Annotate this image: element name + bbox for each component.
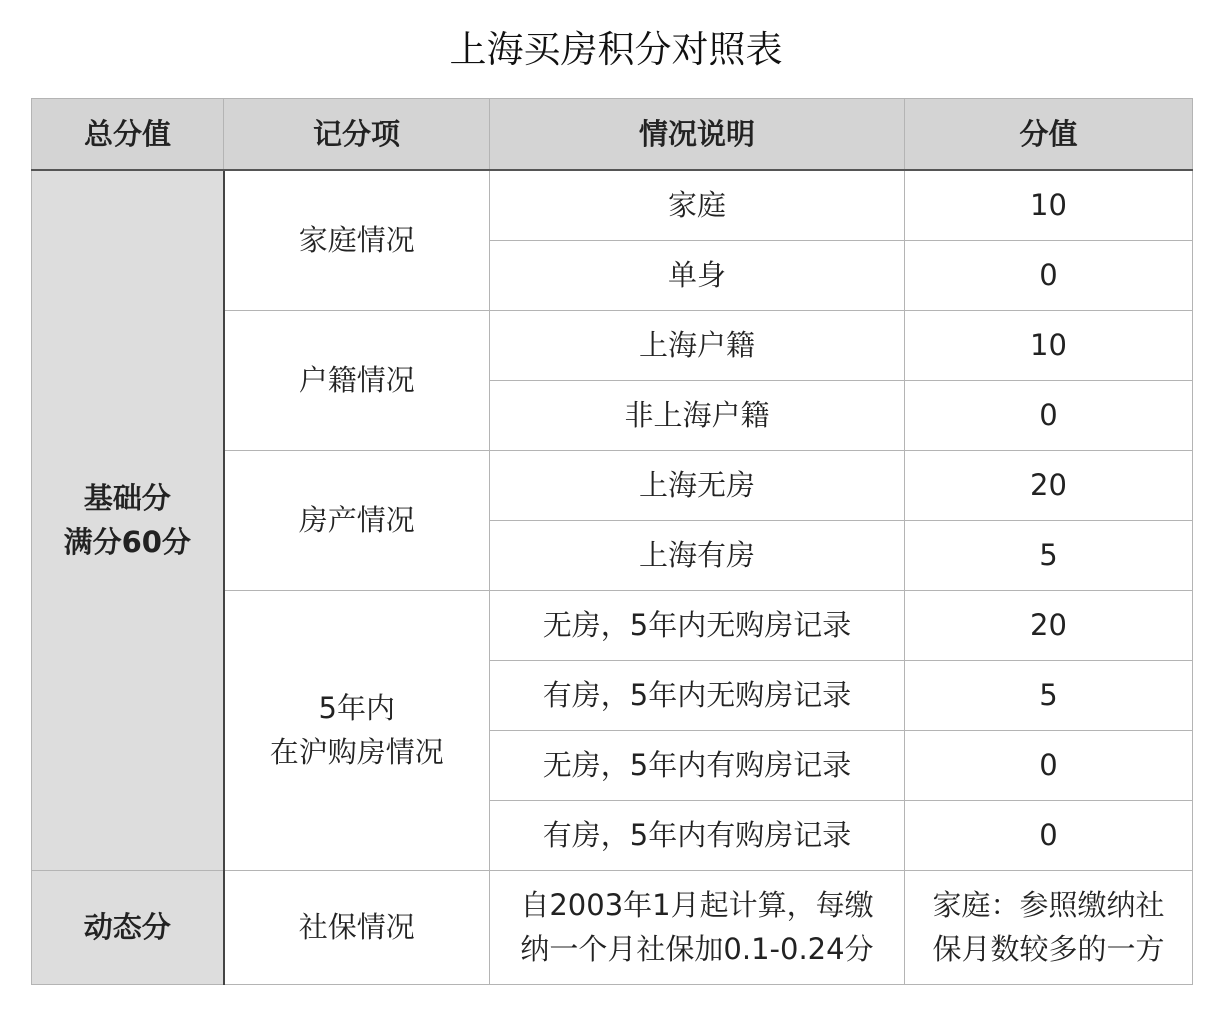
item-property: 房产情况 [224, 450, 490, 590]
table-row [32, 170, 1193, 240]
item-purchase-line2: 在沪购房情况 [269, 735, 444, 769]
row-value: 10 [905, 310, 1193, 380]
item-social-insurance: 社保情况 [224, 870, 490, 984]
item-hukou: 户籍情况 [224, 310, 490, 450]
row-value: 0 [905, 240, 1193, 310]
row-value: 20 [905, 590, 1193, 660]
dynamic-value-line2: 保月数较多的一方 [932, 932, 1165, 966]
row-value: 20 [905, 450, 1193, 520]
row-value: 0 [905, 730, 1193, 800]
header-total: 总分值 [32, 99, 224, 171]
dynamic-value-line1: 家庭：参照缴纳社 [932, 888, 1165, 922]
item-purchase-history [224, 590, 490, 870]
base-score-cell [32, 170, 224, 870]
table-row [32, 870, 1193, 984]
row-description: 家庭 [490, 170, 905, 240]
item-family: 家庭情况 [224, 170, 490, 310]
row-description: 有房，5年内有购房记录 [490, 800, 905, 870]
page-title: 上海买房积分对照表 [449, 28, 783, 71]
dynamic-description-line1: 自2003年1月起计算，每缴 [520, 888, 874, 922]
row-value: 0 [905, 380, 1193, 450]
row-description: 有房，5年内无购房记录 [490, 660, 905, 730]
item-purchase-line1: 5年内 [318, 691, 395, 725]
base-score-label: 基础分 [83, 481, 171, 516]
row-description: 上海有房 [490, 520, 905, 590]
dynamic-value [905, 870, 1193, 984]
header-value: 分值 [905, 99, 1193, 171]
row-value: 10 [905, 170, 1193, 240]
header-item: 记分项 [224, 99, 490, 171]
dynamic-description [490, 870, 905, 984]
row-description: 无房，5年内无购房记录 [490, 590, 905, 660]
row-description: 上海户籍 [490, 310, 905, 380]
dynamic-score-label: 动态分 [32, 870, 224, 984]
row-value: 5 [905, 660, 1193, 730]
header-description: 情况说明 [490, 99, 905, 171]
header-row [32, 99, 1193, 171]
row-description: 上海无房 [490, 450, 905, 520]
score-table [31, 98, 1193, 985]
row-description: 无房，5年内有购房记录 [490, 730, 905, 800]
row-value: 5 [905, 520, 1193, 590]
dynamic-description-line2: 纳一个月社保加0.1-0.24分 [520, 932, 874, 966]
row-value: 0 [905, 800, 1193, 870]
row-description: 非上海户籍 [490, 380, 905, 450]
base-score-max: 满分60分 [63, 525, 191, 560]
row-description: 单身 [490, 240, 905, 310]
